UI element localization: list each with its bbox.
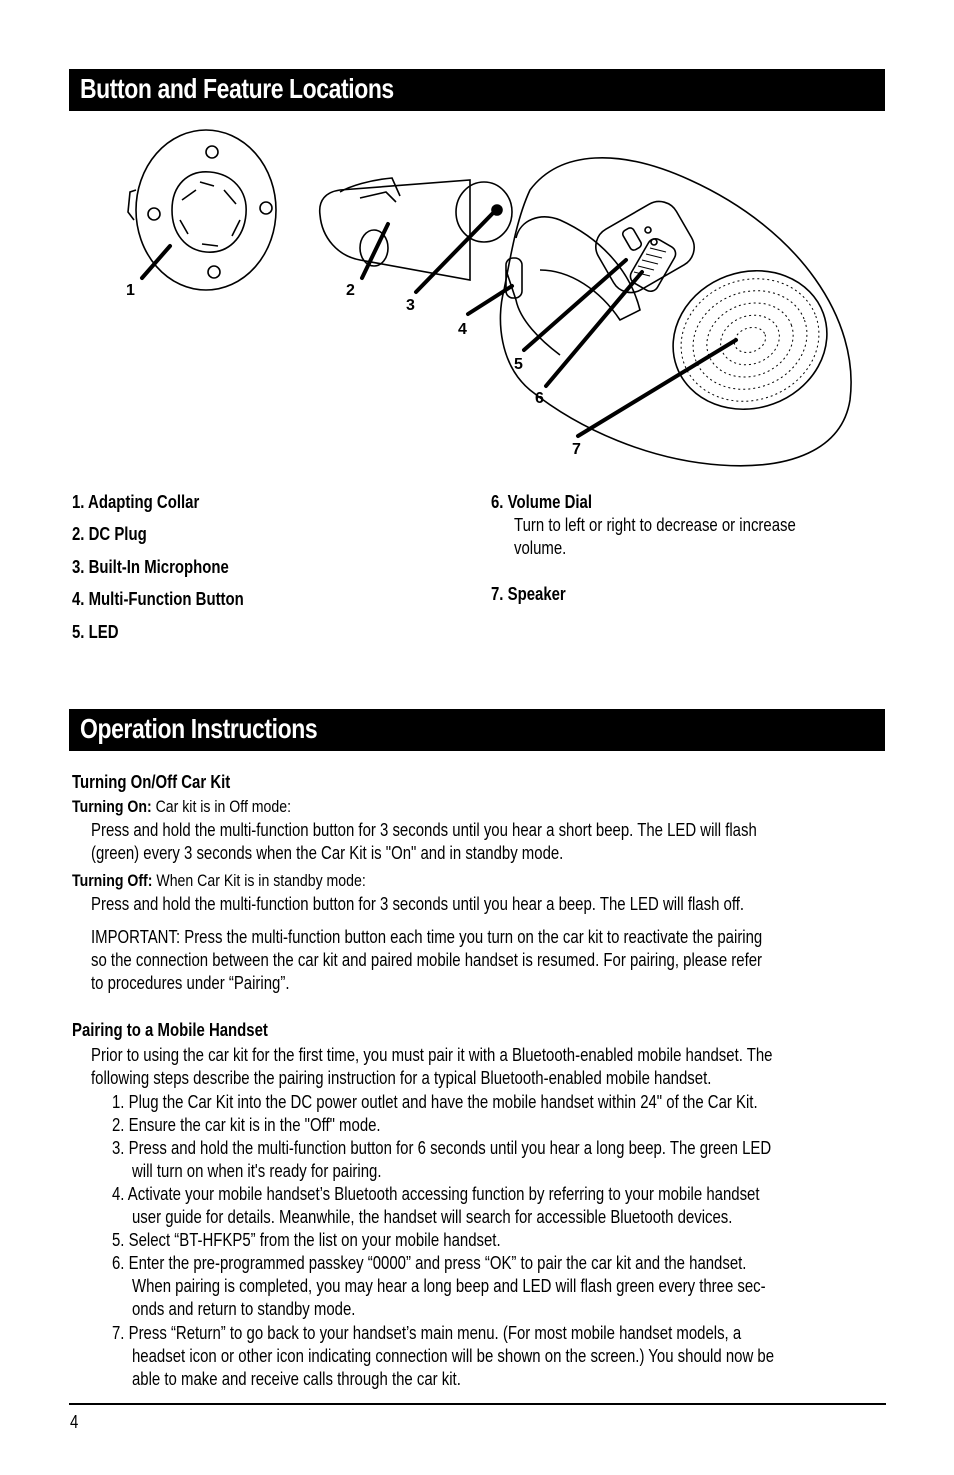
callout-6: 6 xyxy=(535,390,544,407)
pairing-intro-2: following steps describe the pairing instruction for a typical Bluetooth-enabled mobile handset. xyxy=(91,1068,712,1088)
subheading-pairing: Pairing to a Mobile Handset xyxy=(72,1020,268,1040)
car-kit-body-drawing xyxy=(500,158,851,466)
turning-off-desc-1: Press and hold the multi-function button for 3 seconds until you hear a beep. The LED will flash off. xyxy=(91,894,745,914)
subheading-turning: Turning On/Off Car Kit xyxy=(72,772,231,792)
section-title: Button and Feature Locations xyxy=(80,73,394,104)
microphone-pod-drawing xyxy=(456,182,512,242)
pairing-step-4-cont: user guide for details. Meanwhile, the handset will search for accessible Bluetooth devices. xyxy=(132,1207,733,1227)
pairing-step-7-cont-1: headset icon or other icon indicating connection will be shown on the screen.) You should now be xyxy=(132,1346,775,1366)
callout-4: 4 xyxy=(458,321,467,338)
section-header-features xyxy=(69,69,885,111)
pairing-step-7-cont-2: able to make and receive calls through the car kit. xyxy=(132,1369,461,1389)
pairing-intro-1: Prior to using the car kit for the first time, you must pair it with a Bluetooth-enabled mobile handset. The xyxy=(91,1045,773,1065)
pairing-step-6-cont-1: When pairing is completed, you may hear a long beep and LED will flash green every three sec- xyxy=(132,1276,766,1296)
pairing-step-4: 4. Activate your mobile handset’s Bluetooth accessing function by referring to your mobile handset xyxy=(112,1184,760,1204)
pairing-step-3: 3. Press and hold the multi-function button for 6 seconds until you hear a long beep. The green LED xyxy=(112,1138,772,1158)
important-line-2: so the connection between the car kit and paired mobile handset is resumed. For pairing, please refer xyxy=(91,950,763,970)
pairing-step-6: 6. Enter the pre-programmed passkey “0000” and press “OK” to pair the car kit and the handset. xyxy=(112,1253,747,1273)
pairing-step-7: 7. Press “Return” to go back to your handset’s main menu. (For most mobile handset models, a xyxy=(112,1323,742,1343)
turning-off-text: When Car Kit is in standby mode: xyxy=(152,871,366,890)
pairing-step-5: 5. Select “BT-HFKP5” from the list on your mobile handset. xyxy=(112,1230,501,1250)
callout-1: 1 xyxy=(126,282,135,299)
callout-3: 3 xyxy=(406,297,415,314)
pairing-step-1: 1. Plug the Car Kit into the DC power outlet and have the mobile handset within 24" of the Car Kit. xyxy=(112,1092,758,1112)
feature-item-4: 4. Multi-Function Button xyxy=(72,589,244,609)
important-line-1: IMPORTANT: Press the multi-function button each time you turn on the car kit to reactivate the pairing xyxy=(91,927,763,947)
section-title: Operation Instructions xyxy=(80,713,318,744)
feature-item-6-desc-2: volume. xyxy=(514,538,567,558)
feature-item-6: 6. Volume Dial xyxy=(491,492,593,512)
turning-off-line xyxy=(72,871,366,891)
feature-item-1: 1. Adapting Collar xyxy=(72,492,200,512)
section-header-operation xyxy=(69,709,885,751)
important-line-3: to procedures under “Pairing”. xyxy=(91,973,290,993)
turning-on-text: Car kit is in Off mode: xyxy=(151,797,292,816)
turning-on-desc-1: Press and hold the multi-function button for 3 seconds until you hear a short beep. The LED will flash xyxy=(91,820,757,840)
car-kit-diagram xyxy=(0,120,954,480)
page-number: 4 xyxy=(70,1412,79,1432)
dc-plug-drawing xyxy=(320,180,470,280)
feature-item-5: 5. LED xyxy=(72,622,119,642)
feature-item-3: 3. Built-In Microphone xyxy=(72,557,229,577)
turning-on-line xyxy=(72,797,291,817)
feature-item-7: 7. Speaker xyxy=(491,584,566,604)
pairing-step-3-cont: will turn on when it's ready for pairing. xyxy=(132,1161,382,1181)
turning-on-label: Turning On: xyxy=(72,797,152,816)
footer-rule xyxy=(69,1403,886,1405)
turning-on-desc-2: (green) every 3 seconds when the Car Kit is "On" and in standby mode. xyxy=(91,843,564,863)
speaker-grille-drawing xyxy=(653,249,846,430)
callout-7: 7 xyxy=(572,441,581,458)
turning-off-label: Turning Off: xyxy=(72,871,153,890)
pairing-step-2: 2. Ensure the car kit is in the "Off" mode. xyxy=(112,1115,381,1135)
feature-item-2: 2. DC Plug xyxy=(72,524,147,544)
pairing-step-6-cont-2: onds and return to standby mode. xyxy=(132,1299,356,1319)
callout-5: 5 xyxy=(514,356,523,373)
callout-2: 2 xyxy=(346,282,355,299)
feature-item-6-desc-1: Turn to left or right to decrease or increase xyxy=(514,515,796,535)
